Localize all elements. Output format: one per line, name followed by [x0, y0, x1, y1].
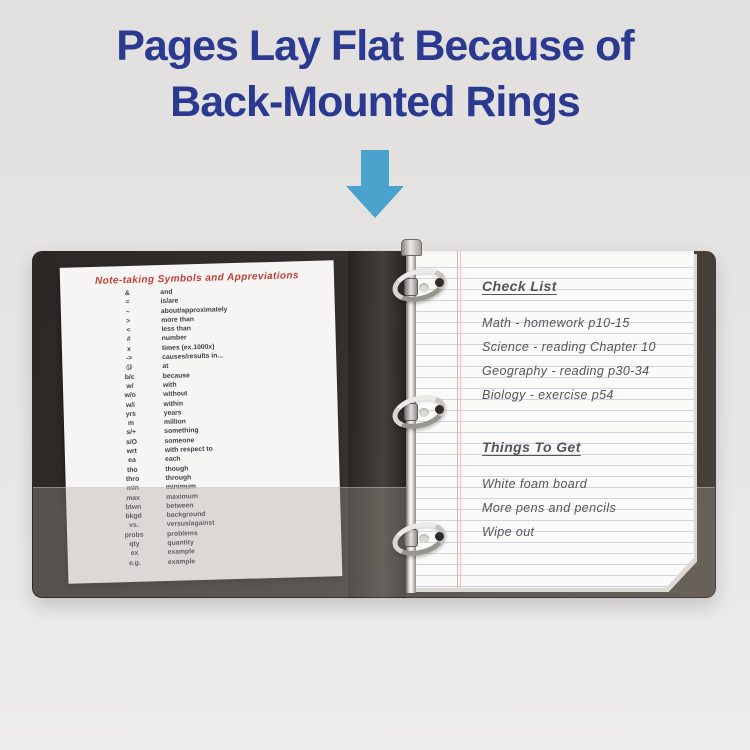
down-arrow-icon — [346, 150, 404, 218]
symbol-meaning: is/are — [160, 297, 179, 306]
symbol: w/i — [125, 401, 136, 409]
symbol: qty — [129, 540, 140, 549]
symbol-meaning: and — [160, 288, 173, 297]
note-item: Math - homework p10-15 — [482, 316, 630, 330]
symbol-meaning: background — [166, 511, 206, 520]
symbol-meaning: maximum — [165, 492, 198, 501]
symbol-meaning: example — [167, 548, 195, 557]
symbol: max — [126, 494, 140, 502]
symbol: # — [126, 336, 131, 344]
symbol-meaning: between — [166, 502, 194, 510]
symbol-meaning: versus/against — [166, 520, 215, 529]
symbol-meaning: less than — [161, 325, 191, 334]
symbol-meaning: through — [165, 474, 192, 482]
symbol: @ — [126, 364, 133, 372]
symbol: -> — [125, 354, 133, 363]
symbol: ~ — [125, 308, 130, 316]
symbol-meaning: years — [163, 409, 182, 417]
note-item: Geography - reading p30-34 — [482, 364, 650, 378]
symbol-meaning: without — [163, 390, 188, 399]
symbol: = — [125, 299, 130, 307]
symbol: > — [126, 317, 131, 325]
symbol: yrs — [125, 410, 136, 418]
symbol-meaning: problems — [167, 529, 198, 538]
headline — [0, 18, 750, 130]
down-arrow-head — [346, 186, 404, 218]
symbol: btwn — [125, 503, 142, 511]
symbol-meaning: quantity — [167, 539, 194, 548]
symbol-meaning: something — [164, 427, 199, 436]
symbol: wrt — [126, 447, 137, 456]
note-item: Science - reading Chapter 10 — [482, 340, 656, 354]
symbol: bkgd — [125, 512, 142, 521]
ring-mechanism-tab — [401, 239, 422, 256]
symbol: < — [126, 327, 131, 335]
symbol: tho — [126, 466, 138, 474]
symbol-meaning: number — [161, 334, 187, 343]
symbol: s/O — [125, 438, 138, 446]
symbol: ex — [130, 550, 139, 558]
note-heading: Things To Get — [482, 439, 581, 455]
symbol-meaning: million — [163, 418, 187, 427]
symbol-meaning: more than — [161, 316, 195, 324]
symbol: probs — [124, 531, 144, 539]
symbol-meaning: with — [162, 381, 177, 390]
symbol: x — [126, 345, 131, 353]
symbol: min — [126, 484, 139, 493]
note-item: Biology - exercise p54 — [482, 388, 614, 402]
symbols-page-title: Note-taking Symbols and Appreviations — [94, 270, 300, 287]
symbol-meaning: because — [162, 371, 191, 380]
symbol-meaning: each — [164, 455, 181, 464]
symbol-meaning: times (ex.1000x) — [161, 343, 215, 352]
down-arrow-shaft — [361, 150, 389, 187]
headline-line-1: Pages Lay Flat Because of — [116, 22, 634, 70]
symbol: m — [127, 420, 135, 428]
symbol-meaning: though — [165, 465, 189, 473]
symbol: & — [124, 289, 130, 298]
note-item: More pens and pencils — [482, 501, 617, 515]
symbol: b/c — [124, 373, 135, 381]
note-item: White foam board — [482, 477, 588, 491]
symbol-meaning: at — [162, 363, 169, 371]
symbol: s/+ — [126, 429, 137, 437]
symbol-meaning: with respect to — [164, 445, 213, 455]
handwritten-notes — [482, 278, 692, 544]
symbol-meaning: minimum — [165, 483, 197, 492]
symbol: w/o — [124, 392, 136, 400]
symbol-meaning: about/approximately — [160, 305, 228, 315]
symbol-meaning: example — [167, 557, 196, 566]
symbol: vs. — [129, 522, 139, 530]
note-item: Wipe out — [482, 525, 535, 539]
symbol-meaning: within — [163, 400, 184, 408]
symbol: e.g. — [128, 559, 141, 567]
headline-line-2: Back-Mounted Rings — [170, 78, 580, 126]
note-heading: Check List — [482, 278, 557, 294]
symbol: thro — [125, 475, 140, 484]
symbol: w/ — [126, 382, 134, 391]
notes-gap — [482, 407, 692, 439]
symbol-meaning: someone — [164, 436, 195, 445]
symbol-meaning: causes/results in... — [162, 352, 224, 362]
symbol: ea — [128, 457, 136, 465]
